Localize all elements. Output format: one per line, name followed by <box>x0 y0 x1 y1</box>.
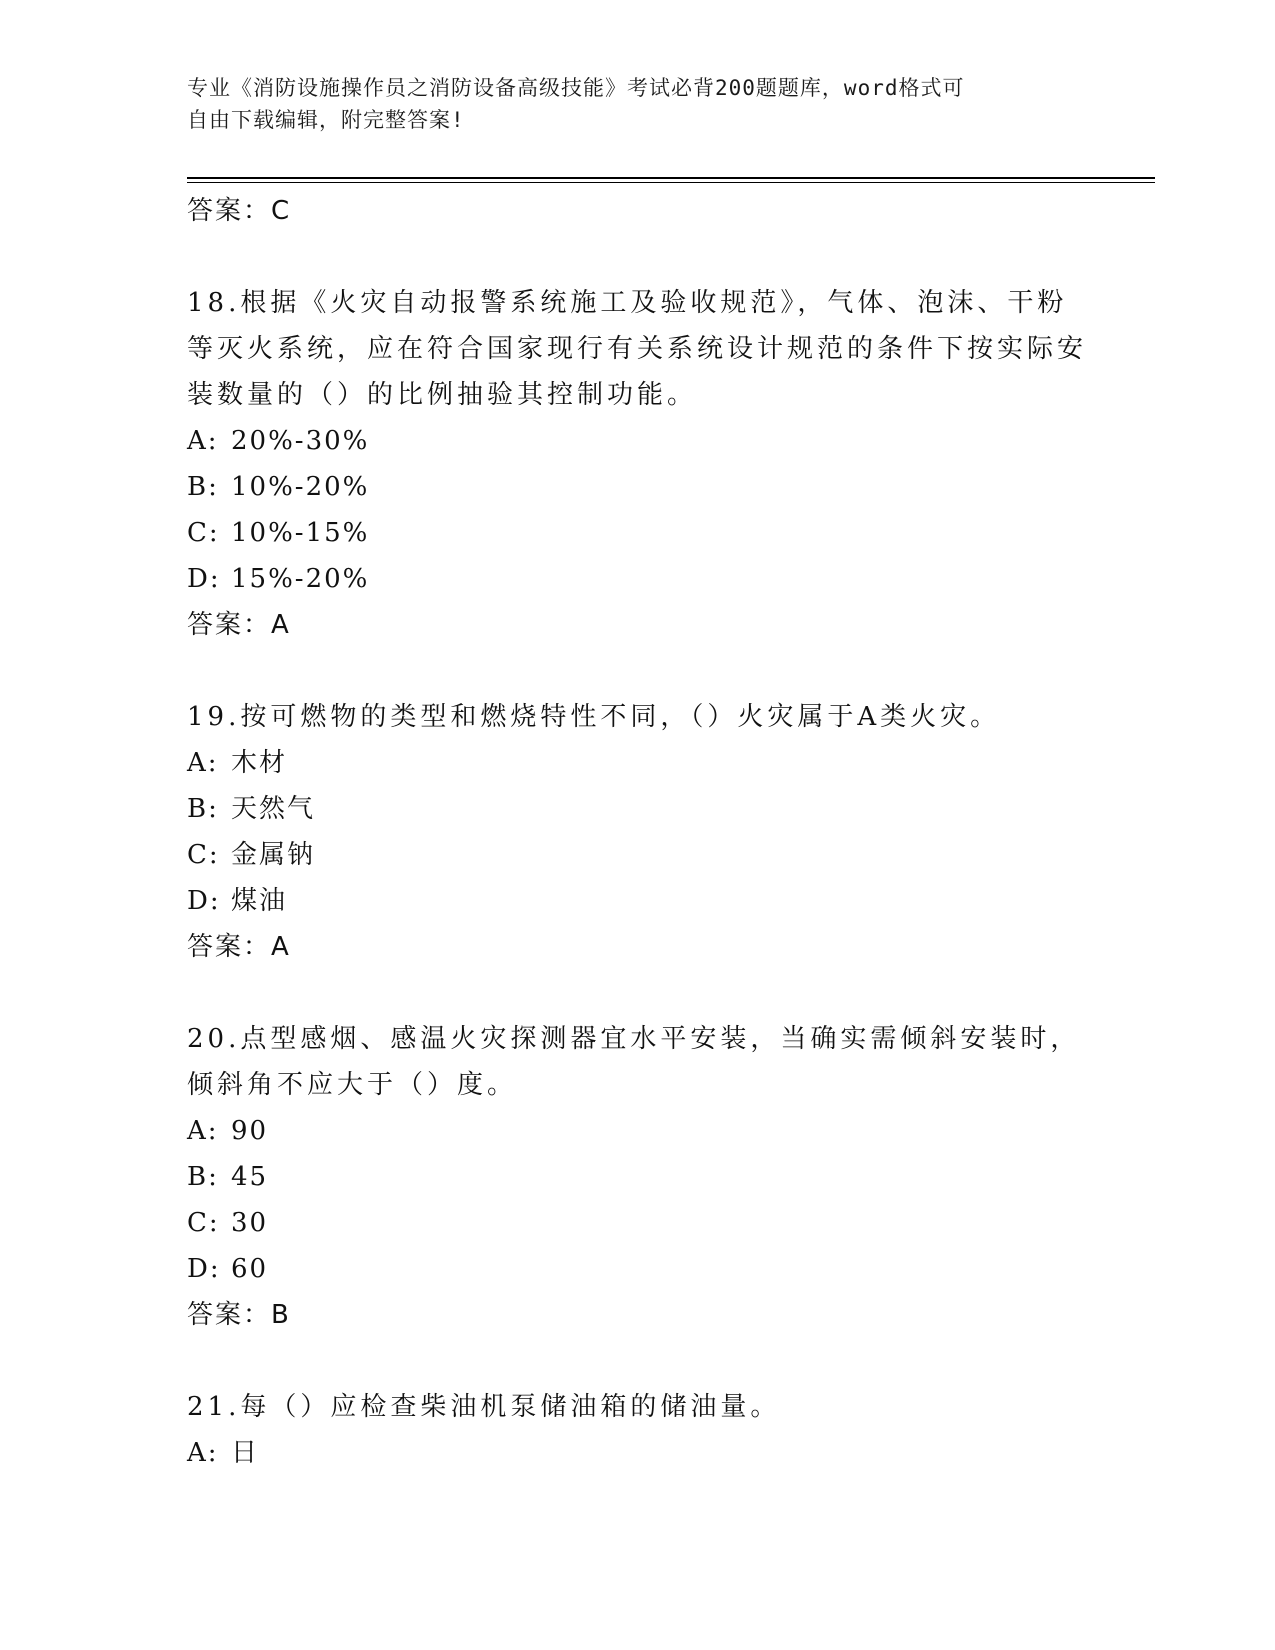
question-stem: 18.根据《火灾自动报警系统施工及验收规范》，气体、泡沫、干粉等灭火系统，应在符合国家现行有关系统设计规范的条件下按实际安装数量的（）的比例抽验其控制功能。 <box>187 288 1088 410</box>
option-b <box>187 786 1087 832</box>
answer-label: 答案：C <box>187 196 292 226</box>
option-d <box>187 1246 1087 1292</box>
option-key: D: <box>187 886 221 916</box>
option-key: C: <box>187 840 220 870</box>
option-text: 45 <box>231 1162 269 1192</box>
option-key: A: <box>187 1116 219 1146</box>
question-block <box>187 694 1087 970</box>
option-c <box>187 1200 1087 1246</box>
option-key: D: <box>187 564 221 594</box>
option-b <box>187 1154 1087 1200</box>
option-text: 30 <box>231 1208 269 1238</box>
option-text: 60 <box>231 1254 269 1284</box>
option-a <box>187 1430 1087 1476</box>
option-b <box>187 464 1087 510</box>
question-content <box>187 188 1087 1476</box>
answer-label: 答案：A <box>187 932 291 962</box>
spacer <box>187 1338 1087 1384</box>
header-rule-thin <box>187 182 1155 183</box>
option-text: 金属钠 <box>231 840 316 870</box>
option-text: 90 <box>231 1116 269 1146</box>
option-key: B: <box>187 1162 219 1192</box>
spacer <box>187 648 1087 694</box>
option-a <box>187 418 1087 464</box>
question-stem: 20.点型感烟、感温火灾探测器宜水平安装，当确实需倾斜安装时，倾斜角不应大于（）度。 <box>187 1024 1081 1100</box>
header-line-2: 自由下载编辑，附完整答案! <box>187 108 465 132</box>
option-key: B: <box>187 472 219 502</box>
option-d <box>187 878 1087 924</box>
header-line-1: 专业《消防设施操作员之消防设备高级技能》考试必背200题题库，word格式可 <box>187 76 965 100</box>
option-text: 天然气 <box>231 794 316 824</box>
question-block <box>187 1016 1087 1338</box>
option-key: A: <box>187 1438 219 1468</box>
option-text: 煤油 <box>231 886 288 916</box>
spacer <box>187 234 1087 280</box>
option-key: A: <box>187 748 219 778</box>
option-a <box>187 740 1087 786</box>
answer-label: 答案：A <box>187 610 291 640</box>
option-text: 20%-30% <box>231 426 370 456</box>
option-text: 木材 <box>231 748 288 778</box>
answer-label: 答案：B <box>187 1300 291 1330</box>
option-a <box>187 1108 1087 1154</box>
header-rule-thick <box>187 177 1155 179</box>
spacer <box>187 970 1087 1016</box>
option-text: 10%-20% <box>231 472 370 502</box>
option-key: D: <box>187 1254 221 1284</box>
option-key: C: <box>187 518 220 548</box>
question-stem: 19.按可燃物的类型和燃烧特性不同，（）火灾属于A类火灾。 <box>187 702 1001 732</box>
option-key: B: <box>187 794 219 824</box>
option-text: 10%-15% <box>231 518 370 548</box>
question-block <box>187 280 1087 648</box>
option-key: C: <box>187 1208 220 1238</box>
option-d <box>187 556 1087 602</box>
document-header <box>187 72 1087 136</box>
question-block <box>187 1384 1087 1476</box>
option-text: 15%-20% <box>231 564 370 594</box>
option-key: A: <box>187 426 219 456</box>
option-text: 日 <box>231 1438 260 1468</box>
question-stem: 21.每（）应检查柴油机泵储油箱的储油量。 <box>187 1392 781 1422</box>
option-c <box>187 832 1087 878</box>
option-c <box>187 510 1087 556</box>
